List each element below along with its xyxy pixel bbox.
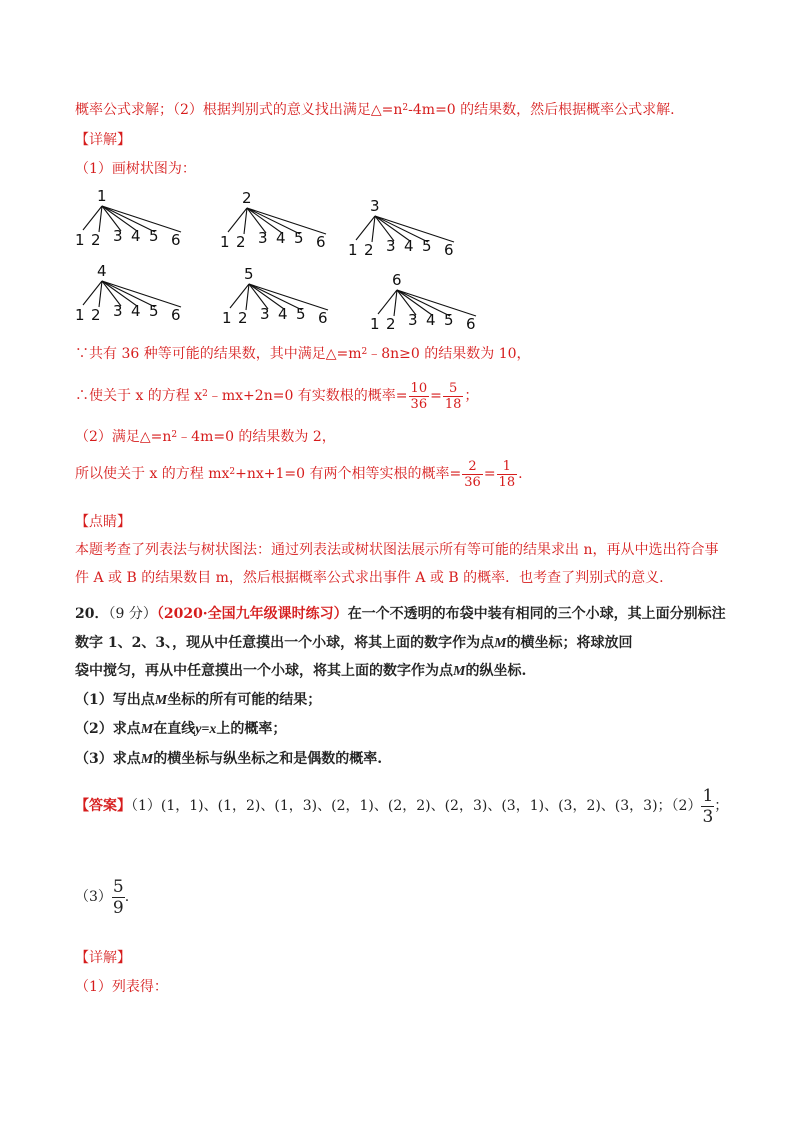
therefore-text-rest: ﹣mx+2n=0 有实数根的概率= bbox=[207, 388, 408, 404]
tree-branch bbox=[247, 208, 300, 234]
analysis-text-rest: -4m=0 的结果数，然后根据概率公式求解. bbox=[408, 102, 675, 118]
tree-leaf-label: 3 bbox=[408, 311, 418, 329]
question-20-part-1 bbox=[75, 690, 321, 711]
part-text: （2）求点 bbox=[75, 721, 141, 737]
tree-diagram bbox=[75, 188, 205, 248]
comment-heading: 【点睛】 bbox=[75, 514, 131, 530]
part2-text: （2）满足△=n bbox=[75, 429, 172, 445]
part-text: 的横坐标与纵坐标之和是偶数的概率. bbox=[153, 751, 383, 767]
fraction-5-18 bbox=[443, 381, 464, 412]
punct: ； bbox=[464, 388, 479, 404]
tree-branch bbox=[397, 290, 450, 316]
numerator: 5 bbox=[112, 876, 124, 897]
fraction-1-3 bbox=[701, 786, 714, 827]
exponent: 2 bbox=[171, 430, 178, 440]
denominator: 36 bbox=[410, 396, 428, 412]
so-text-rest: +nx+1=0 有两个相等实根的概率= bbox=[235, 466, 462, 482]
tree-root-label: 3 bbox=[370, 197, 380, 215]
denominator: 18 bbox=[498, 474, 516, 490]
line-equation: y=x bbox=[195, 722, 217, 737]
tree-leaf-label: 2 bbox=[236, 233, 246, 251]
tree-leaf-label: 1 bbox=[75, 306, 85, 324]
tree-leaf-label: 3 bbox=[113, 227, 123, 245]
tree-leaf-label: 6 bbox=[466, 315, 476, 333]
question-stem-text: 在一个不透明的布袋中装有相同的三个小球，其上面分别标注 bbox=[347, 606, 726, 622]
tree-leaf-label: 4 bbox=[278, 305, 288, 323]
since-line bbox=[75, 344, 531, 364]
tree-leaf-label: 1 bbox=[370, 315, 380, 333]
therefore-line bbox=[75, 378, 478, 414]
tree-leaf-label: 6 bbox=[171, 306, 181, 324]
tree-diagram bbox=[348, 198, 478, 258]
point-m: M bbox=[453, 664, 466, 679]
question-number: 20． bbox=[75, 606, 109, 622]
question-score: （9 分） bbox=[108, 606, 157, 622]
answer-part-3: （3） bbox=[75, 889, 112, 905]
tree-diagram bbox=[222, 266, 352, 326]
tree-branch bbox=[375, 216, 428, 242]
denominator: 18 bbox=[444, 396, 462, 412]
answer-text: （1）(1，1)、(1，2)、(1，3)、(2，1)、(2，2)、(2，3)、(3，1)、(3，2)、(3，3)；（2） bbox=[131, 798, 702, 814]
numerator: 2 bbox=[462, 459, 483, 475]
tree-root-label: 2 bbox=[242, 189, 252, 207]
tree-intro: （1）画树状图为： bbox=[75, 161, 196, 177]
part2-line bbox=[75, 427, 336, 447]
part2-text-rest: ﹣4m=0 的结果数为 2， bbox=[177, 429, 336, 445]
numerator: 10 bbox=[410, 380, 428, 396]
tree-leaf-label: 5 bbox=[149, 302, 159, 320]
tree-leaf-label: 2 bbox=[91, 231, 101, 249]
tree-diagram bbox=[370, 272, 500, 332]
question-20-stem-1 bbox=[75, 604, 726, 624]
question-20-stem-3 bbox=[75, 661, 526, 682]
tree-leaf-label: 3 bbox=[260, 305, 270, 323]
tree-leaf-label: 1 bbox=[75, 231, 85, 249]
tree-leaf-label: 5 bbox=[422, 237, 432, 255]
tree-leaf-label: 1 bbox=[222, 309, 232, 327]
tree-leaf-label: 2 bbox=[386, 315, 396, 333]
fraction-1-18 bbox=[497, 459, 518, 490]
numerator: 1 bbox=[497, 459, 518, 475]
tree-branch bbox=[102, 206, 155, 232]
comment-line-2: 件 A 或 B 的结果数目 m，然后根据概率公式求出事件 A 或 B 的概率．也考查了判别式的意义. bbox=[75, 570, 664, 586]
stem-text: 的纵坐标. bbox=[465, 663, 527, 679]
tree-leaf-label: 5 bbox=[296, 305, 306, 323]
since-text: ∵共有 36 种等可能的结果数，其中满足△=m bbox=[75, 346, 362, 362]
numerator: 5 bbox=[443, 381, 464, 397]
part-text: 在直线 bbox=[153, 721, 196, 737]
detail-heading-2: 【详解】 bbox=[75, 950, 131, 966]
answer-line-3 bbox=[75, 872, 129, 922]
point-m: M bbox=[494, 636, 507, 651]
tree-leaf-label: 6 bbox=[316, 233, 326, 251]
answer-tag: 【答案】 bbox=[75, 798, 131, 814]
tree-branch bbox=[249, 284, 302, 310]
exponent: 2 bbox=[229, 467, 236, 477]
tree-diagram bbox=[220, 190, 350, 250]
tree-root-label: 1 bbox=[97, 187, 107, 205]
equals: = bbox=[483, 466, 496, 482]
tree-leaf-label: 4 bbox=[426, 311, 436, 329]
tree-leaf-label: 4 bbox=[276, 229, 286, 247]
part-text: （1）写出点 bbox=[75, 692, 155, 708]
question-source: （2020·全国九年级课时练习） bbox=[156, 606, 348, 622]
tree-leaf-label: 3 bbox=[113, 302, 123, 320]
part-text: （3）求点 bbox=[75, 751, 141, 767]
so-line bbox=[75, 456, 523, 492]
tree-leaf-label: 1 bbox=[348, 241, 358, 259]
numerator: 1 bbox=[702, 785, 714, 806]
punct: . bbox=[518, 466, 523, 482]
since-text-rest: ﹣8n≥0 的结果数为 10， bbox=[367, 346, 531, 362]
exponent: 2 bbox=[361, 347, 368, 357]
tree-root-label: 6 bbox=[392, 271, 402, 289]
fraction-5-9 bbox=[112, 877, 125, 918]
tree-leaf-label: 6 bbox=[318, 309, 328, 327]
tree-leaf-label: 1 bbox=[220, 233, 230, 251]
fraction-10-36 bbox=[409, 381, 430, 412]
punct: . bbox=[124, 889, 130, 905]
detail-heading: 【详解】 bbox=[75, 132, 131, 148]
tree-leaf-label: 2 bbox=[364, 241, 374, 259]
tree-leaf-label: 2 bbox=[238, 309, 248, 327]
tree-root-label: 5 bbox=[244, 265, 254, 283]
tree-root-label: 4 bbox=[97, 262, 107, 280]
answer-line bbox=[75, 781, 728, 831]
tree-leaf-label: 3 bbox=[386, 237, 396, 255]
stem-text: 袋中搅匀，再从中任意摸出一个小球，将其上面的数字作为点 bbox=[75, 663, 453, 679]
tree-diagram bbox=[75, 263, 205, 323]
stem-text: 数字 1、2、3、，现从中任意摸出一个小球，将其上面的数字作为点 bbox=[75, 635, 495, 651]
denominator: 36 bbox=[464, 474, 481, 490]
comment-line-1: 本题考查了列表法与树状图法：通过列表法或树状图法展示所有等可能的结果求出 n，再从中选出符合事 bbox=[75, 542, 719, 558]
punct: ； bbox=[714, 798, 729, 814]
analysis-text: 概率公式求解；（2）根据判别式的意义找出满足△=n bbox=[75, 102, 403, 118]
tree-leaf-label: 4 bbox=[131, 227, 141, 245]
table-intro: （1）列表得： bbox=[75, 979, 168, 995]
tree-leaf-label: 6 bbox=[171, 231, 181, 249]
denominator: 3 bbox=[702, 806, 714, 827]
fraction-2-36 bbox=[462, 459, 483, 490]
exponent: 2 bbox=[202, 389, 208, 399]
tree-leaf-label: 5 bbox=[294, 229, 304, 247]
point-m: M bbox=[140, 722, 154, 737]
tree-leaf-label: 4 bbox=[404, 237, 414, 255]
tree-leaf-label: 6 bbox=[444, 241, 454, 259]
analysis-line bbox=[75, 100, 675, 120]
exponent: 2 bbox=[402, 103, 409, 113]
tree-leaf-label: 3 bbox=[258, 229, 268, 247]
equals: = bbox=[430, 388, 442, 404]
so-text: 所以使关于 x 的方程 mx bbox=[75, 466, 230, 482]
part-text: 坐标的所有可能的结果； bbox=[167, 692, 322, 708]
tree-leaf-label: 2 bbox=[91, 306, 101, 324]
tree-branch bbox=[102, 281, 155, 307]
question-20-stem-2 bbox=[75, 633, 633, 654]
point-m: M bbox=[140, 752, 154, 767]
part-text: 上的概率； bbox=[216, 721, 287, 737]
therefore-text: ∴使关于 x 的方程 x bbox=[75, 388, 203, 404]
question-20-part-2 bbox=[75, 719, 286, 740]
tree-leaf-label: 5 bbox=[444, 311, 454, 329]
question-20-part-3 bbox=[75, 749, 382, 770]
tree-leaf-label: 4 bbox=[131, 302, 141, 320]
tree-leaf-label: 5 bbox=[149, 227, 159, 245]
denominator: 9 bbox=[112, 897, 124, 918]
stem-text: 的横坐标；将球放回 bbox=[506, 635, 633, 651]
point-m: M bbox=[154, 693, 168, 708]
